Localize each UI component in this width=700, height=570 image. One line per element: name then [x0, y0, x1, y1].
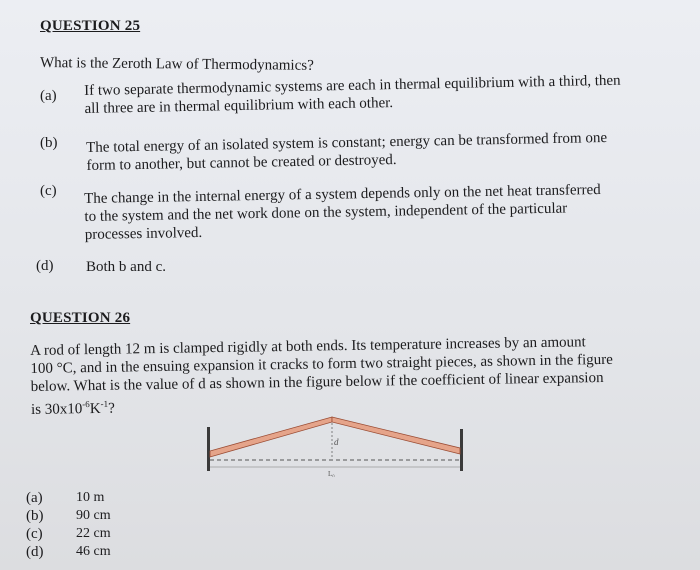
option-line: Both b and c.	[86, 259, 166, 275]
option-c[interactable]	[84, 181, 601, 244]
rod-right-half	[332, 417, 460, 454]
question-26-prompt	[30, 333, 614, 419]
right-wall	[460, 429, 463, 471]
answer-d[interactable]: 46 cm	[76, 544, 111, 559]
d-label: d	[334, 437, 339, 447]
exponent-1: -6	[82, 399, 90, 410]
l0-label: L₀	[328, 470, 335, 477]
prompt-line: 100 °C, and in the ensuing expansion it cracks to form two straight pieces, as shown in the figure	[30, 351, 614, 377]
answer-b[interactable]: 90 cm	[76, 508, 111, 523]
answer-letter: (c)	[26, 526, 43, 542]
exponent-2: -1	[100, 398, 109, 409]
left-wall	[207, 427, 210, 471]
answer-c[interactable]: 22 cm	[76, 526, 111, 541]
option-line: The change in the internal energy of a system depends only on the net heat transferred	[84, 181, 601, 207]
option-d[interactable]	[86, 258, 166, 276]
option-b[interactable]	[86, 129, 608, 175]
answer-letter: (a)	[26, 490, 43, 506]
question-25-prompt: What is the Zeroth Law of Thermodynamics?	[39, 55, 314, 74]
option-letter: (b)	[40, 135, 58, 151]
option-line: If two separate thermodynamic systems are each in thermal equilibrium with a third, then	[84, 72, 621, 99]
option-line: to the system and the net work done on the system, independent of the particular	[84, 200, 568, 225]
option-line: The total energy of an isolated system is constant; energy can be transformed from one	[86, 129, 608, 156]
answer-letter: (d)	[26, 544, 44, 560]
answer-letter: (b)	[26, 508, 44, 524]
prompt-line-pre: is 30x10	[30, 401, 83, 418]
answer-a[interactable]: 10 m	[76, 490, 105, 505]
option-a[interactable]	[84, 72, 621, 118]
prompt-line-end: ?	[108, 400, 115, 417]
prompt-line: below. What is the value of d as shown in the figure below if the coefficient of linear expansion	[30, 369, 604, 395]
option-line: all three are in thermal equilibrium with each other.	[84, 95, 394, 117]
option-letter: (d)	[36, 258, 54, 274]
rod-left-half	[210, 417, 332, 457]
prompt-line: A rod of length 12 m is clamped rigidly at both ends. Its temperature increases by an amount	[30, 334, 586, 359]
rod-figure	[198, 415, 470, 477]
question-25-title: QUESTION 25	[40, 18, 141, 34]
option-letter: (c)	[40, 183, 57, 199]
prompt-line-unit: K	[89, 400, 101, 418]
option-line: form to another, but cannot be created or destroyed.	[86, 152, 397, 174]
question-26-title: QUESTION 26	[30, 310, 131, 326]
option-line: processes involved.	[84, 224, 203, 243]
option-letter: (a)	[40, 88, 57, 104]
